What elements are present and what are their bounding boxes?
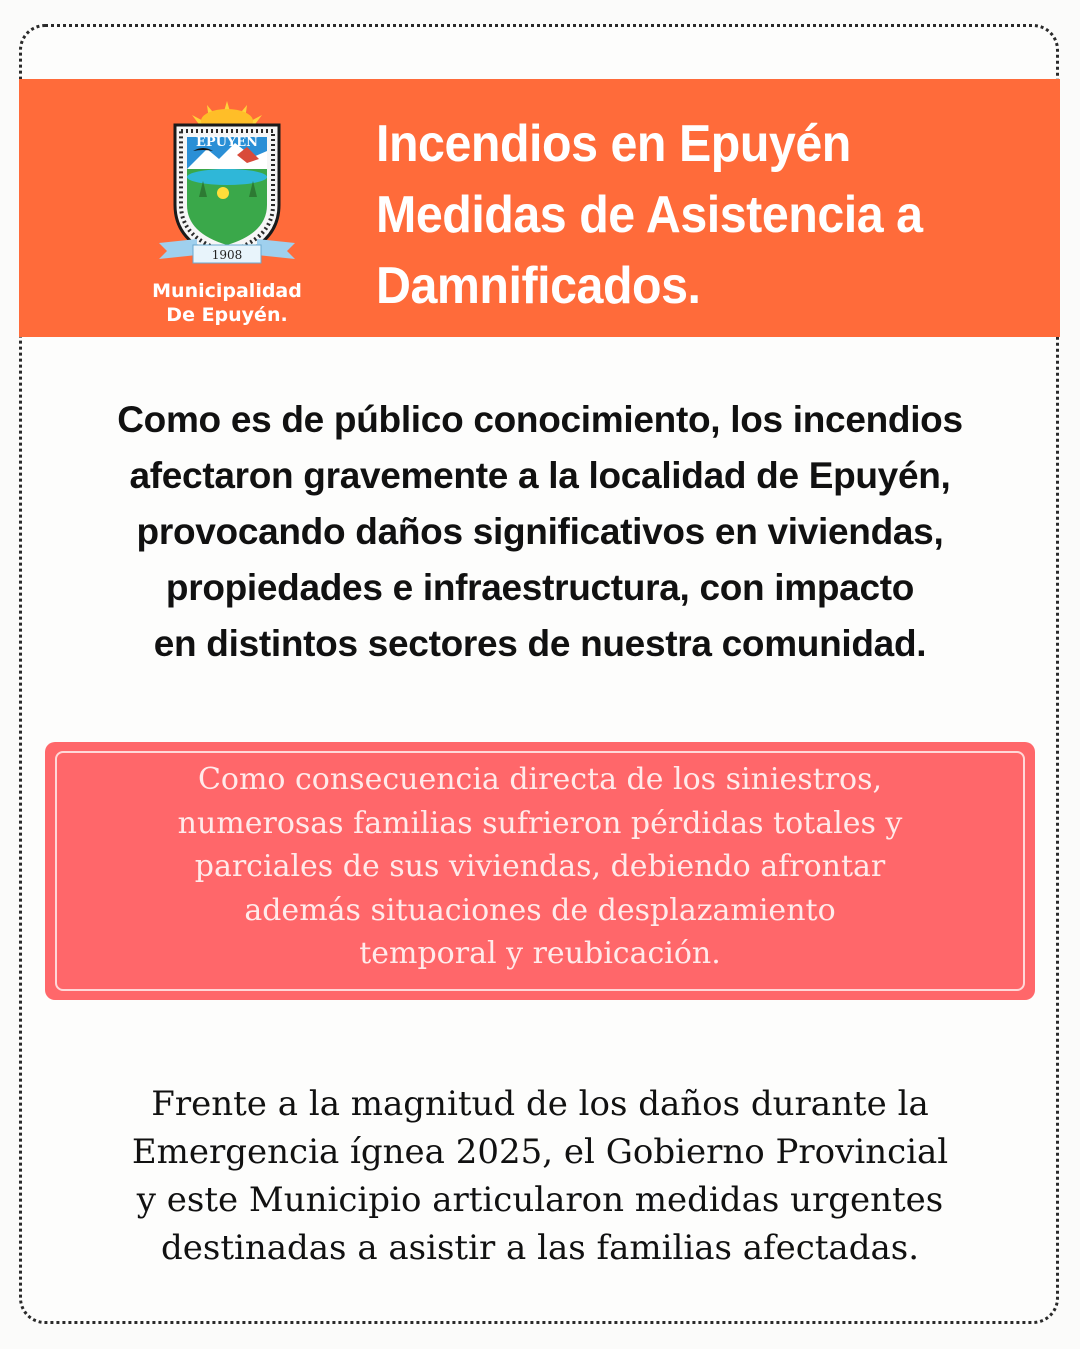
- callout-line: temporal y reubicación.: [359, 936, 721, 971]
- logo-caption: [137, 279, 317, 327]
- callout-box: [45, 742, 1035, 1000]
- emblem-year: 1908: [211, 248, 243, 262]
- title-line: Incendios en Epuyén: [376, 115, 851, 173]
- callout-line: parciales de sus viviendas, debiendo afrontar: [194, 849, 886, 884]
- logo-caption-line: Municipalidad: [152, 280, 302, 302]
- municipality-logo: [137, 93, 317, 326]
- logo-caption-line: De Epuyén.: [166, 304, 288, 326]
- coat-of-arms-icon: [137, 93, 317, 279]
- intro-line: provocando daños significativos en viviendas,: [136, 511, 944, 552]
- header-banner: [19, 79, 1060, 337]
- intro-line: en distintos sectores de nuestra comunidad.: [153, 623, 927, 664]
- callout-line: además situaciones de desplazamiento: [244, 892, 836, 928]
- closing-line: y este Municipio articularon medidas urgentes: [136, 1180, 944, 1220]
- intro-line: afectaron gravemente a la localidad de Epuyén,: [129, 455, 951, 496]
- intro-paragraph: [40, 392, 1040, 672]
- callout-line: Como consecuencia directa de los siniestros,: [197, 762, 883, 797]
- page-title: [376, 109, 990, 322]
- callout-text: [45, 758, 1035, 976]
- title-line: Damnificados.: [376, 257, 701, 315]
- closing-line: Emergencia ígnea 2025, el Gobierno Provincial: [131, 1132, 949, 1172]
- title-line: Medidas de Asistencia a: [376, 186, 923, 244]
- closing-line: destinadas a asistir a las familias afectadas.: [160, 1228, 919, 1268]
- closing-paragraph: [30, 1080, 1050, 1272]
- closing-line: Frente a la magnitud de los daños durante la: [151, 1084, 929, 1124]
- callout-line: numerosas familias sufrieron pérdidas totales y: [177, 805, 903, 841]
- intro-line: Como es de público conocimiento, los incendios: [117, 399, 963, 440]
- intro-line: propiedades e infraestructura, con impacto: [165, 567, 915, 608]
- emblem-top-text: EPUYEN: [195, 135, 259, 150]
